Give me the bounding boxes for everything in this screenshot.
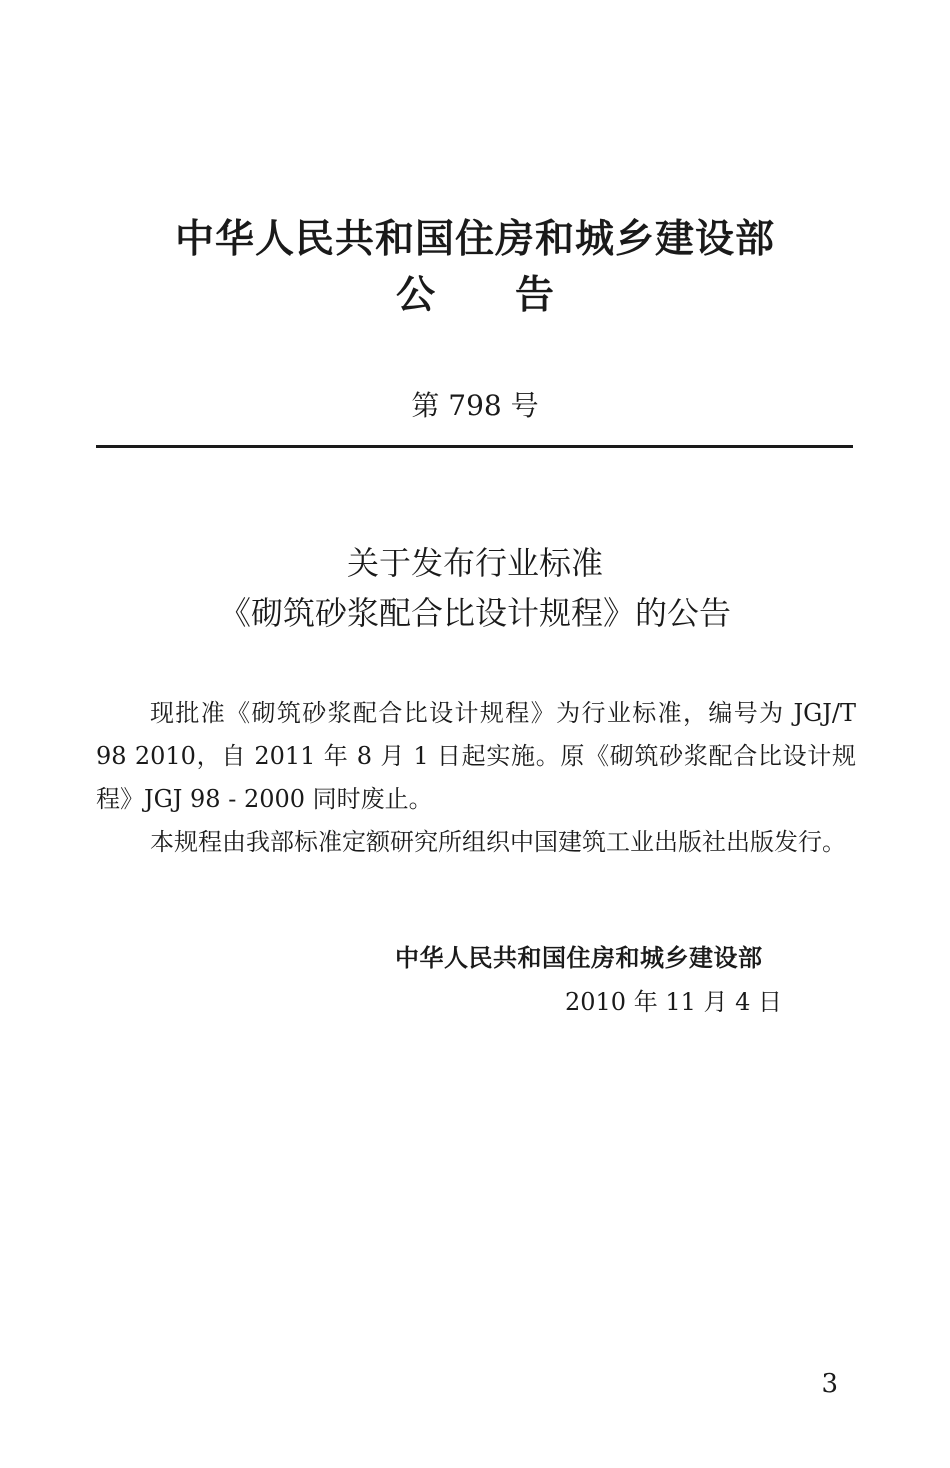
page-number: 3 [821,1369,838,1399]
notice-number: 第 798 号 [411,389,539,422]
notice-title: 公告 [395,273,634,318]
header-divider [96,445,853,448]
headline-line-1: 关于发布行业标准 [346,544,603,582]
body-paragraph-1: 现批准《砌筑砂浆配合比设计规程》为行业标准，编号为 JGJ/T 98 2010，自 2011 年 8 月 1 日起实施。原《砌筑砂浆配合比设计规程》JGJ 98 - 2000 同时废止。 [96,699,856,813]
headline-line-2: 《砌筑砂浆配合比设计规程》的公告 [218,594,731,632]
notice-body [96,692,856,864]
signature-organization: 中华人民共和国住房和城乡建设部 [395,944,763,972]
ministry-title: 中华人民共和国住房和城乡建设部 [174,217,775,262]
signature-date: 2010 年 11 月 4 日 [565,988,783,1016]
body-paragraph-2: 本规程由我部标准定额研究所组织中国建筑工业出版社出版发行。 [150,828,846,856]
